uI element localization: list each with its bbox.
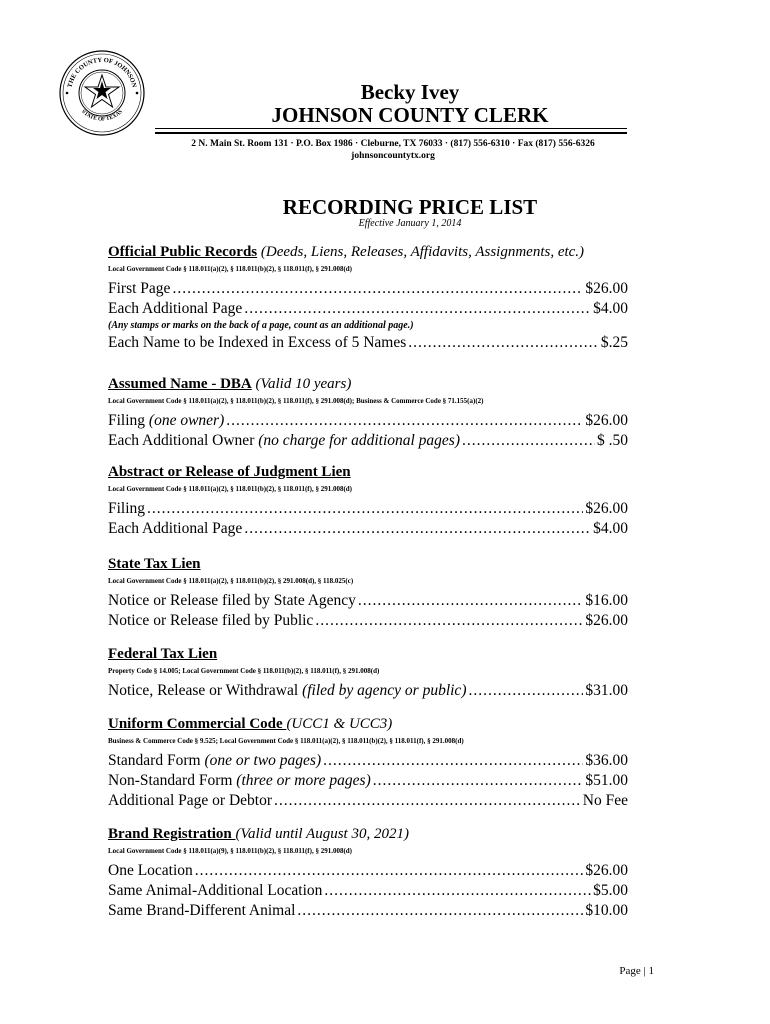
item-label: Filing: [108, 412, 149, 429]
section-federal-tax-lien: [108, 646, 628, 701]
item-price: $4.00: [593, 520, 628, 537]
header-rule-thick: [155, 132, 627, 134]
item-label: Each Additional Page: [108, 300, 243, 317]
seal-top-text: THE COUNTY OF JOHNSON: [66, 56, 138, 89]
item-price: $4.00: [593, 300, 628, 317]
legal-code: Local Government Code § 118.011(a)(2), § 118.011(b)(2), § 118.011(f), § 291.008(d): [108, 485, 353, 493]
item-price: $26.00: [585, 500, 628, 517]
item-label: Additional Page or Debtor: [108, 792, 273, 809]
item-price: $.25: [600, 334, 628, 351]
dot-leader: [172, 279, 583, 299]
item-price: $26.00: [585, 280, 628, 297]
price-row: [108, 771, 628, 791]
section-heading: Uniform Commercial Code: [108, 716, 287, 732]
item-qualifier: (filed by agency or public): [302, 682, 467, 699]
price-row: [108, 411, 628, 431]
price-row: [108, 681, 628, 701]
price-row: [108, 519, 628, 539]
dot-leader: [147, 499, 583, 519]
legal-code: Local Government Code § 118.011(a)(2), § 118.011(b)(2), § 118.011(f), § 291.008(d); Business & Commerce Code § 71.155(a)(2): [108, 397, 484, 405]
dot-leader: [195, 861, 584, 881]
section-official-public-records: [108, 244, 628, 353]
item-qualifier: (one owner): [148, 412, 225, 429]
item-label: Non-Standard Form: [108, 772, 237, 789]
dot-leader: [408, 333, 599, 353]
dot-leader: [244, 519, 591, 539]
legal-code: Local Government Code § 118.011(a)(9), § 118.011(b)(2), § 118.011(f), § 291.008(d): [108, 847, 353, 855]
price-row: [108, 881, 628, 901]
item-qualifier: (no charge for additional pages): [258, 432, 460, 449]
section-note: (UCC1 & UCC3): [286, 716, 393, 732]
section-note: (Valid 10 years): [251, 376, 352, 392]
item-qualifier: (one or two pages): [204, 752, 322, 769]
section-judgment-lien: [108, 464, 628, 539]
document-title: RECORDING PRICE LIST: [282, 195, 538, 219]
item-price: $10.00: [585, 902, 628, 919]
item-price: $26.00: [585, 612, 628, 629]
legal-code: Local Government Code § 118.011(a)(2), § 118.011(b)(2), § 291.008(d), § 118.025(c): [108, 577, 354, 585]
item-qualifier: (three or more pages): [236, 772, 371, 789]
page-count-note: (Any stamps or marks on the back of a page, count as an additional page.): [108, 320, 414, 331]
item-label: Same Brand-Different Animal: [108, 902, 296, 919]
section-heading: Abstract or Release of Judgment Lien: [108, 464, 351, 480]
price-row: [108, 611, 628, 631]
section-heading: State Tax Lien: [108, 556, 201, 572]
dot-leader: [244, 299, 591, 319]
price-row: [108, 751, 628, 771]
item-price: $31.00: [585, 682, 628, 699]
section-heading: Brand Registration: [108, 826, 236, 842]
price-row: [108, 333, 628, 353]
dot-leader: [297, 901, 583, 921]
dot-leader: [226, 411, 583, 431]
legal-code: Property Code § 14.005; Local Government Code § 118.011(b)(2), § 118.011(f), § 291.008(d): [108, 667, 380, 675]
item-label: Filing: [108, 500, 146, 517]
office-title: JOHNSON COUNTY CLERK: [271, 103, 549, 127]
clerk-name: Becky Ivey: [360, 80, 460, 104]
section-ucc: [108, 716, 628, 811]
item-label: One Location: [108, 862, 193, 879]
price-row: [108, 901, 628, 921]
item-label: Each Additional Owner: [108, 432, 259, 449]
price-row: [108, 499, 628, 519]
item-price: $ .50: [597, 432, 628, 449]
item-label: Standard Form: [108, 752, 205, 769]
item-price: $51.00: [585, 772, 628, 789]
item-label: Notice, Release or Withdrawal: [108, 682, 303, 699]
item-label: Notice or Release filed by State Agency: [108, 592, 356, 609]
dot-leader: [468, 681, 583, 701]
dot-leader: [324, 881, 591, 901]
section-note: (Valid until August 30, 2021): [235, 826, 409, 842]
item-label: Each Additional Page: [108, 520, 243, 537]
item-label: Same Animal-Additional Location: [108, 882, 323, 899]
dot-leader: [315, 611, 583, 631]
price-row: [108, 791, 628, 811]
section-heading: Official Public Records: [108, 244, 258, 260]
section-assumed-name: [108, 376, 628, 451]
price-row: [108, 591, 628, 611]
dot-leader: [274, 791, 581, 811]
item-price: No Fee: [582, 792, 628, 809]
section-state-tax-lien: [108, 556, 628, 631]
item-label: Notice or Release filed by Public: [108, 612, 314, 629]
dot-leader: [323, 751, 583, 771]
item-price: $36.00: [585, 752, 628, 769]
price-row: [108, 279, 628, 299]
header-rule: [155, 128, 627, 129]
section-heading: Assumed Name - DBA: [108, 376, 252, 392]
item-price: $16.00: [585, 592, 628, 609]
price-row: [108, 431, 628, 451]
page-number: Page | 1: [619, 965, 654, 977]
effective-date: Effective January 1, 2014: [358, 218, 462, 229]
item-price: $5.00: [593, 882, 628, 899]
office-address: 2 N. Main St. Room 131 · P.O. Box 1986 · Cleburne, TX 76033 · (817) 556-6310 · Fax (817) 556-6326: [191, 139, 595, 149]
item-label: Each Name to be Indexed in Excess of 5 Names: [108, 334, 407, 351]
item-label: First Page: [108, 280, 171, 297]
section-brand-registration: [108, 826, 628, 921]
section-note: (Deeds, Liens, Releases, Affidavits, Assignments, etc.): [257, 244, 585, 260]
dot-leader: [358, 591, 583, 611]
seal-bottom-text: STATE OF TEXAS: [80, 108, 124, 123]
price-row: [108, 299, 628, 319]
price-row: [108, 861, 628, 881]
legal-code: Business & Commerce Code § 9.525; Local Government Code § 118.011(a)(2), § 118.011(b)(2), § 118.011(f), § 291.008(d): [108, 737, 464, 745]
section-heading: Federal Tax Lien: [108, 646, 218, 662]
dot-leader: [462, 431, 595, 451]
website-link[interactable]: johnsoncountytx.org: [351, 151, 435, 161]
item-price: $26.00: [585, 862, 628, 879]
legal-code: Local Government Code § 118.011(a)(2), § 118.011(b)(2), § 118.011(f), § 291.008(d): [108, 265, 353, 273]
dot-leader: [373, 771, 584, 791]
item-price: $26.00: [585, 412, 628, 429]
